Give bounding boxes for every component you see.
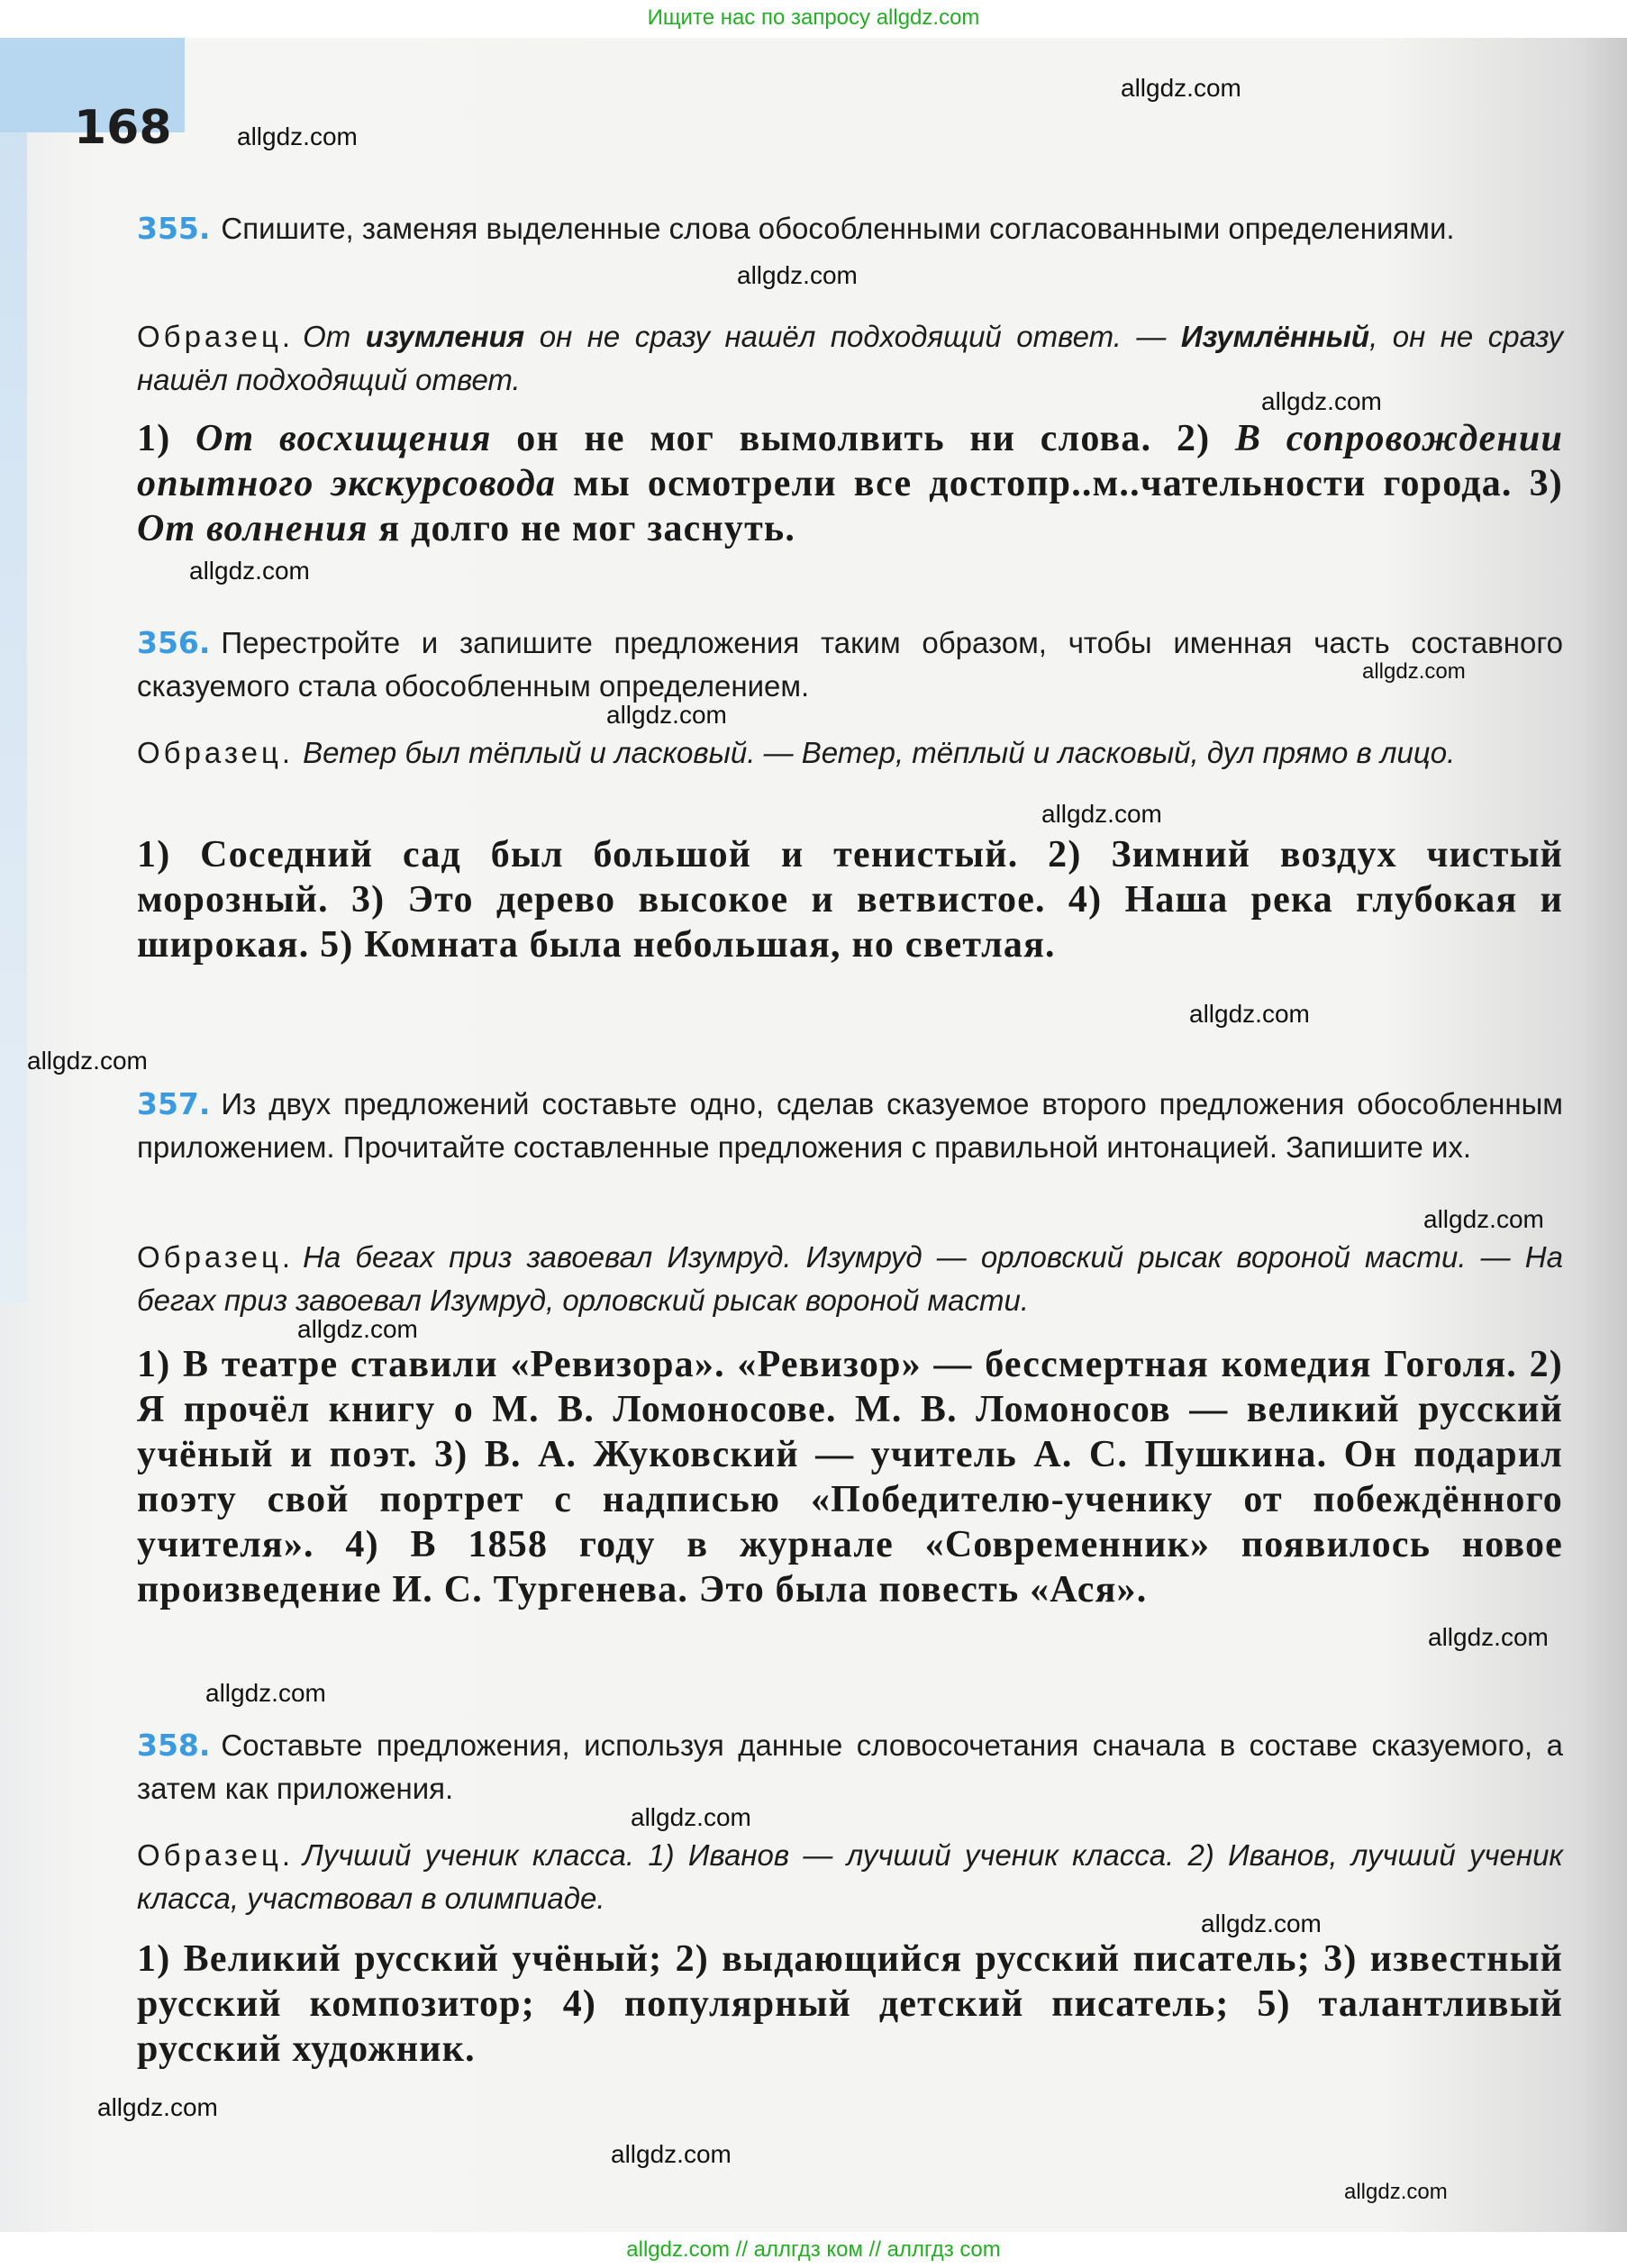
watermark: allgdz.com (1261, 387, 1382, 415)
task-highlight: В сопровождении опытного экскурсовода (137, 418, 1564, 504)
task-highlight: От волнения (137, 508, 368, 549)
exercise-number: 356. (137, 625, 211, 660)
watermark: allgdz.com (737, 261, 858, 289)
task-text: 1) Великий русский учёный; 2) выдающийся русский писатель; 3) известный русский композитор; 4) популярный детский писатель; 5) талантливый русский художник. (137, 1938, 1563, 2070)
watermark: allgdz.com (1189, 1000, 1310, 1028)
task-highlight: От восхищения (195, 418, 492, 459)
sample-text: , он не сразу нашёл подходящий ответ. (137, 320, 1564, 396)
exercise-number: 357. (137, 1086, 211, 1121)
watermark: allgdz.com (189, 557, 310, 585)
exercise-number: 355. (137, 211, 211, 246)
watermark: allgdz.com (606, 701, 727, 729)
instruction-text: Перестройте и запишите предложения таким образом, чтобы именная часть составного сказуемого стала обособленным определением. (137, 626, 1563, 703)
watermark: allgdz.com (611, 2140, 732, 2168)
task-text: я долго не мог заснуть. (368, 508, 796, 549)
watermark: allgdz.com (1344, 2180, 1448, 2204)
watermark: allgdz.com (1201, 1910, 1322, 1937)
sample-text: он не сразу нашёл подходящий ответ. — (524, 320, 1181, 353)
instruction-text: Составьте предложения, используя данные словосочетания сначала в составе сказуемого, а затем как приложения. (137, 1728, 1563, 1805)
task-text: мы осмотрели все достопр..м..чательности города. 3) (556, 463, 1563, 504)
watermark: allgdz.com (1428, 1623, 1549, 1651)
exercise-357-sample (137, 1236, 1563, 1322)
exercise-357-instruction (137, 1083, 1563, 1169)
exercise-356-task (137, 832, 1563, 967)
watermark: allgdz.com (205, 1679, 326, 1707)
exercise-355-task (137, 416, 1563, 551)
exercise-358-task (137, 1937, 1563, 2072)
exercise-number: 358. (137, 1728, 211, 1763)
watermark: allgdz.com (237, 122, 358, 150)
instruction-text: Спишите, заменяя выделенные слова обособленными согласованными определениями. (221, 212, 1455, 245)
sample-label: Образец. (137, 1838, 295, 1872)
task-text: он не мог вымолвить ни слова. 2) (491, 418, 1235, 459)
exercise-356-instruction (137, 621, 1563, 708)
sample-text: На бегах приз завоевал Изумруд. Изумруд — орловский рысак вороной масти. — На бегах приз завоевал Изумруд, орловский рысак вороной масти. (137, 1240, 1563, 1317)
sample-text: Лучший ученик класса. 1) Иванов — лучший ученик класса. 2) Иванов, лучший ученик класса, участвовал в олимпиаде. (137, 1838, 1563, 1915)
task-text: 1) (137, 418, 196, 459)
exercise-357-task (137, 1342, 1563, 1612)
watermark: allgdz.com (27, 1047, 148, 1075)
textbook-page (0, 38, 1627, 2232)
watermark: allgdz.com (97, 2093, 218, 2121)
bottom-banner[interactable]: allgdz.com // аллгдз ком // аллгдз com (0, 2232, 1627, 2268)
sample-text: Ветер был тёплый и ласковый. — Ветер, тёплый и ласковый, дул прямо в лицо. (303, 736, 1456, 769)
top-banner[interactable]: Ищите нас по запросу allgdz.com (0, 0, 1627, 38)
watermark: allgdz.com (1041, 800, 1162, 828)
watermark: allgdz.com (631, 1803, 751, 1831)
page-edge-strip (0, 132, 27, 1303)
watermark: allgdz.com (1121, 74, 1241, 102)
exercise-358-sample (137, 1834, 1563, 1920)
exercise-358-instruction (137, 1724, 1563, 1810)
sample-label: Образец. (137, 1240, 295, 1274)
watermark: allgdz.com (1362, 659, 1466, 684)
page-number: 168 (74, 101, 172, 155)
sample-text: От (303, 320, 366, 353)
sample-label: Образец. (137, 320, 295, 353)
watermark: allgdz.com (1423, 1205, 1544, 1233)
task-text: 1) Соседний сад был большой и тенистый. 2) Зимний воздух чистый морозный. 3) Это дерево высокое и ветвистое. 4) Наша река глубокая и широкая. 5) Комната была небольшая, но светлая. (137, 834, 1563, 966)
sample-label: Образец. (137, 736, 295, 769)
watermark: allgdz.com (297, 1315, 418, 1343)
exercise-355-instruction (137, 207, 1563, 250)
instruction-text: Из двух предложений составьте одно, сделав сказуемое второго предложения обособленным приложением. Прочитайте составленные предложения с правильной интонацией. Запишите их. (137, 1087, 1563, 1164)
sample-highlight: изумления (365, 320, 525, 353)
exercise-356-sample (137, 731, 1563, 775)
task-text: 1) В театре ставили «Ревизора». «Ревизор» — бессмертная комедия Гоголя. 2) Я прочёл книгу о М. В. Ломоносове. М. В. Ломоносов — великий русский учёный и поэт. 3) В. А. Жуковский — учитель А. С. Пушкина. Он подарил поэту свой портрет с надписью «Победителю-ученику от побеждённого учителя». 4) В 1858 году в журнале «Современник» появилось новое произведение И. С. Тургенева. Это была повесть «Ася». (137, 1344, 1563, 1610)
sample-highlight: Изумлённый (1180, 320, 1370, 353)
